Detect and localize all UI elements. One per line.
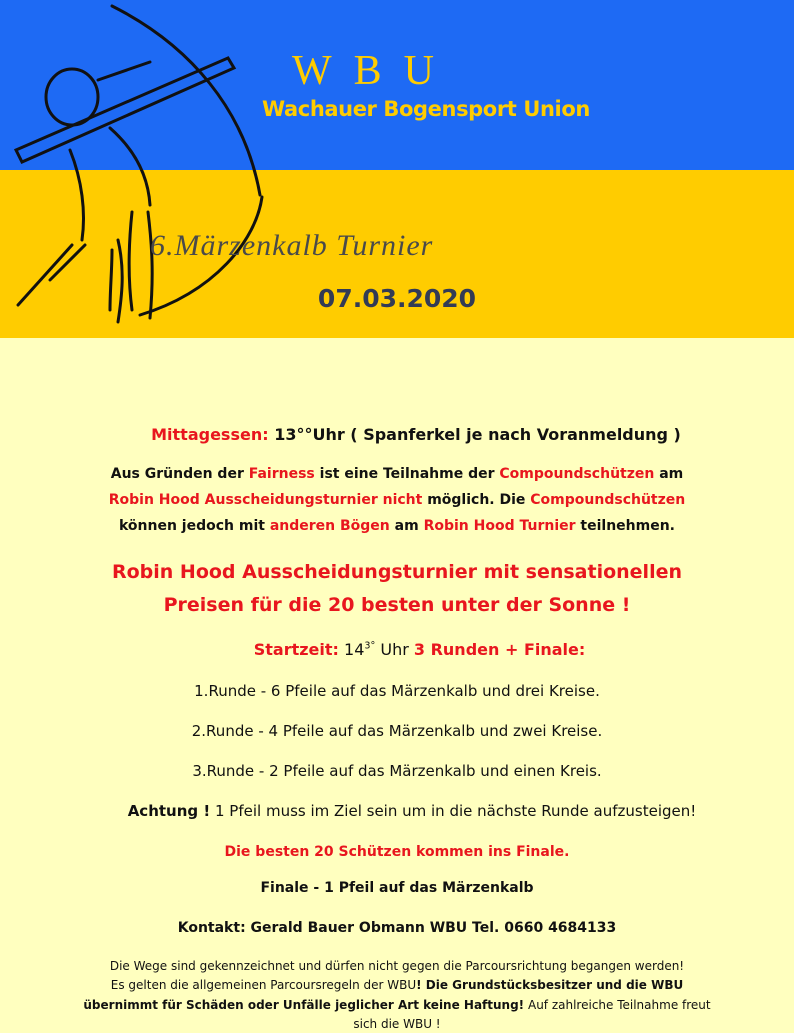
start-uhr: Uhr	[375, 640, 414, 659]
footer-line-4: sich die WBU !	[353, 1017, 441, 1031]
text-fragment: ! Die Grundstücksbesitzer und die WBU	[416, 978, 684, 992]
lunch-label: Mittagessen:	[151, 425, 269, 444]
archer-logo-icon	[0, 0, 300, 330]
text-fragment: können jedoch mit	[118, 518, 270, 534]
fairness-line-3	[0, 518, 794, 534]
text-fragment: Auf zahlreiche Teilnahme freut	[524, 998, 711, 1012]
text-fragment: am	[654, 466, 684, 482]
text-fragment: am	[389, 518, 424, 534]
robin-hood-text: Robin Hood Ausscheidungsturnier nicht	[108, 492, 423, 508]
start-hour: 14	[338, 640, 365, 659]
round-3: 3.Runde - 2 Pfeile auf das Märzenkalb und einen Kreis.	[192, 762, 602, 780]
best-20-line: Die besten 20 Schützen kommen ins Finale.	[224, 844, 570, 860]
footer-line-1: Die Wege sind gekennzeichnet und dürfen nicht gegen die Parcoursrichtung begangen werden!	[109, 959, 685, 973]
lunch-text: 13°°Uhr ( Spanferkel je nach Voranmeldung )	[268, 425, 681, 444]
footer-line-3	[0, 998, 794, 1012]
headline-line-1: Robin Hood Ausscheidungsturnier mit sensationellen	[111, 561, 682, 583]
lunch-line	[0, 425, 794, 444]
footer-line-2	[0, 978, 794, 992]
compound-word: Compoundschützen	[499, 466, 655, 482]
attention-text: 1 Pfeil muss im Ziel sein um in die nächste Runde aufzusteigen!	[210, 802, 697, 820]
event-date: 07.03.2020	[317, 284, 477, 313]
finale-line: Finale - 1 Pfeil auf das Märzenkalb	[260, 880, 534, 896]
start-minutes: 3°	[364, 640, 376, 652]
fairness-line-2	[0, 492, 794, 508]
text-fragment: teilnehmen.	[575, 518, 676, 534]
text-fragment: möglich. Die	[422, 492, 531, 508]
round-1: 1.Runde - 6 Pfeile auf das Märzenkalb und drei Kreise.	[194, 682, 600, 700]
attention-line	[0, 802, 794, 820]
robin-hood-text: Robin Hood Turnier	[423, 518, 576, 534]
fairness-word: Fairness	[248, 466, 315, 482]
liability-text: übernimmt für Schäden oder Unfälle jeglicher Art keine Haftung!	[83, 998, 525, 1012]
tournament-title: 6.Märzenkalb Turnier	[150, 229, 434, 262]
logo-text: WBU	[292, 48, 456, 94]
headline-line-2: Preisen für die 20 besten unter der Sonne !	[163, 594, 631, 616]
rounds-summary: 3 Runden + Finale:	[413, 640, 586, 659]
round-2: 2.Runde - 4 Pfeile auf das Märzenkalb und zwei Kreise.	[191, 722, 603, 740]
start-time-line	[0, 640, 794, 659]
organization-name: Wachauer Bogensport Union	[262, 97, 590, 121]
text-fragment: Aus Gründen der	[110, 466, 249, 482]
fairness-line-1	[0, 466, 794, 482]
start-label: Startzeit:	[253, 640, 339, 659]
text-fragment: ist eine Teilnahme der	[314, 466, 500, 482]
text-fragment: Es gelten die allgemeinen Parcoursregeln der WBU	[110, 978, 417, 992]
other-bows-text: anderen Bögen	[269, 518, 390, 534]
attention-label: Achtung !	[127, 802, 211, 820]
compound-word: Compoundschützen	[530, 492, 686, 508]
contact-line: Kontakt: Gerald Bauer Obmann WBU Tel. 0660 4684133	[177, 920, 617, 936]
